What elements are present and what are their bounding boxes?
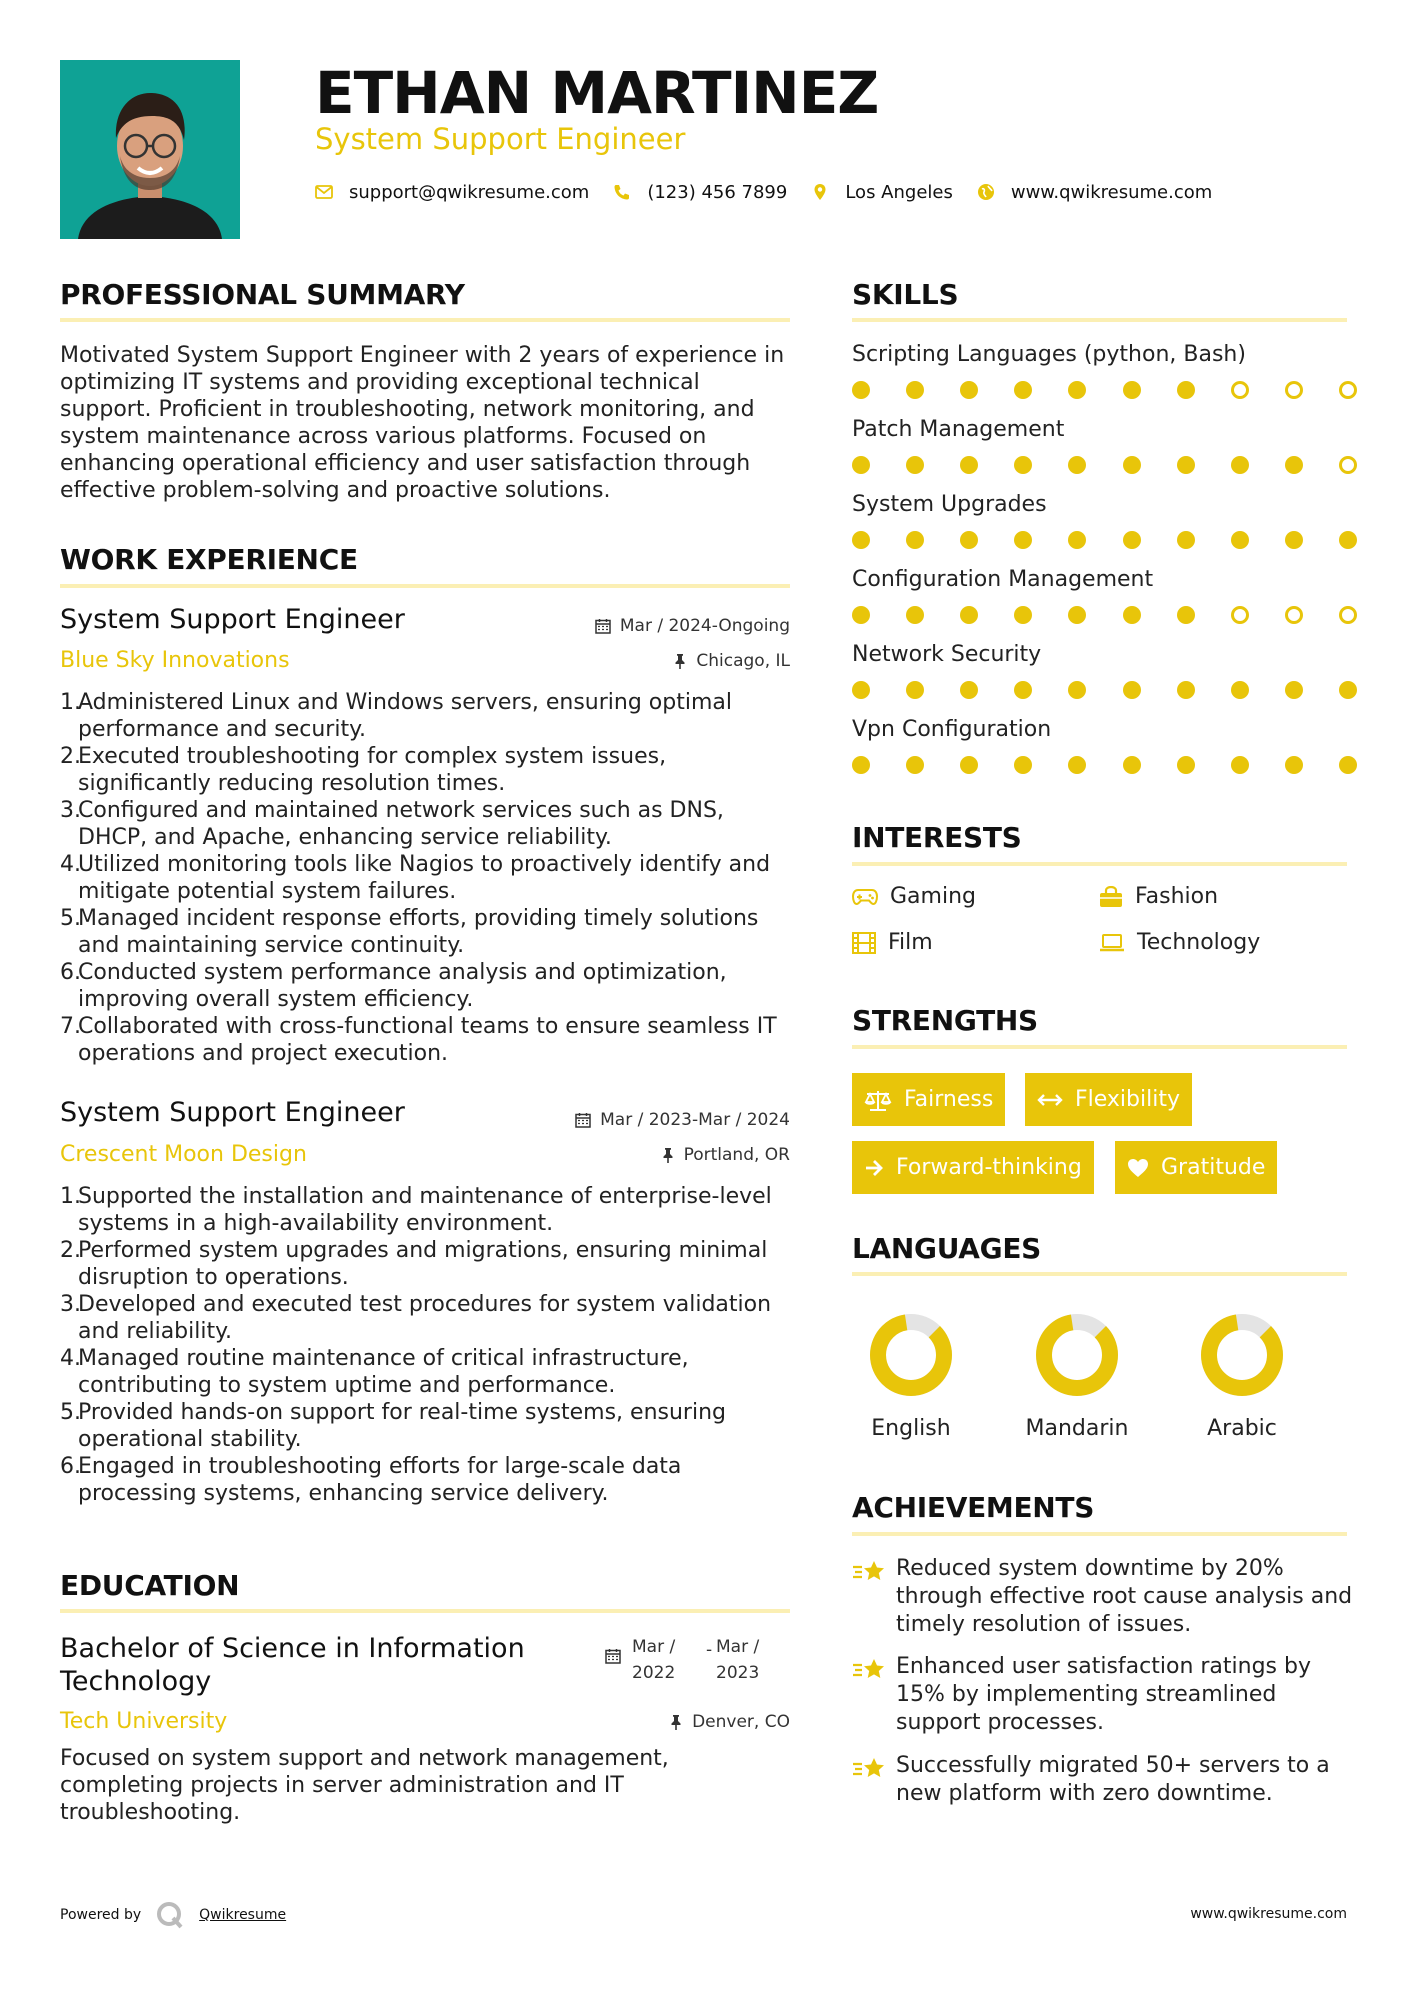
rating-dot-filled <box>1231 456 1249 474</box>
strength-chip-gratitude <box>1115 1141 1277 1194</box>
rating-dot-filled <box>1285 756 1303 774</box>
skill-5-name: Network Security <box>852 642 1042 667</box>
skill-4-rating <box>852 606 1357 626</box>
language-2-name: Mandarin <box>1025 1416 1129 1441</box>
rating-dot-filled <box>1177 381 1195 399</box>
contact-email[interactable] <box>315 182 589 203</box>
rating-dot-filled <box>1285 456 1303 474</box>
rating-dot-filled <box>1123 606 1141 624</box>
rating-dot-empty <box>1339 456 1357 474</box>
rating-dot-filled <box>1285 531 1303 549</box>
skill-2-name: Patch Management <box>852 417 1065 442</box>
calendar-icon <box>605 1648 621 1664</box>
rating-dot-filled <box>960 456 978 474</box>
achievement-text: Successfully migrated 50+ servers to a new platform with zero downtime. <box>896 1753 1330 1806</box>
language-1-ring <box>868 1312 954 1398</box>
list-item: 3. Configured and maintained network services such as DNS, DHCP, and Apache, enhancing service reliability. <box>60 798 724 850</box>
rating-dot-filled <box>1339 756 1357 774</box>
skill-6-rating <box>852 756 1357 776</box>
website-text: www.qwikresume.com <box>1010 181 1213 203</box>
rating-dot-filled <box>906 681 924 699</box>
strength-chip-flexibility <box>1025 1073 1192 1126</box>
rating-dot-filled <box>1123 756 1141 774</box>
job-1-location <box>673 651 790 671</box>
skill-5-rating <box>852 681 1357 701</box>
calendar-icon <box>575 1112 591 1128</box>
rating-dot-filled <box>960 756 978 774</box>
strengths-divider <box>852 1045 1347 1049</box>
strength-chip-fairness <box>852 1073 1005 1126</box>
rating-dot-filled <box>1014 531 1032 549</box>
interests-divider <box>852 862 1347 866</box>
film-icon <box>852 932 876 954</box>
education-heading: EDUCATION <box>60 1569 240 1602</box>
achievement-item-3 <box>852 1752 1357 1808</box>
achievement-item-1 <box>852 1555 1357 1639</box>
interest-gaming-label: Gaming <box>890 884 976 909</box>
strength-label: Forward-thinking <box>896 1155 1082 1180</box>
rating-dot-filled <box>906 456 924 474</box>
rating-dot-filled <box>1339 531 1357 549</box>
arrow-right-icon <box>864 1159 884 1177</box>
contact-phone[interactable] <box>613 182 787 203</box>
education-divider <box>60 1609 790 1613</box>
rating-dot-empty <box>1285 381 1303 399</box>
pushpin-icon <box>661 1147 675 1163</box>
list-item: 1. Administered Linux and Windows servers, ensuring optimal performance and security. <box>60 690 732 742</box>
rating-dot-filled <box>1123 381 1141 399</box>
achievements-divider <box>852 1532 1347 1536</box>
interest-film <box>852 930 933 955</box>
qwikresume-logo-icon <box>155 1900 185 1930</box>
education-description: Focused on system support and network management, completing projects in server administration and IT troubleshooting. <box>60 1746 669 1825</box>
interest-fashion-label: Fashion <box>1135 884 1219 909</box>
pushpin-icon <box>669 1714 683 1730</box>
rating-dot-filled <box>1068 681 1086 699</box>
list-item: 4. Utilized monitoring tools like Nagios to proactively identify and mitigate potential system failures. <box>60 852 771 904</box>
language-3-ring <box>1199 1312 1285 1398</box>
rating-dot-filled <box>1014 456 1032 474</box>
rating-dot-empty <box>1231 606 1249 624</box>
rating-dot-filled <box>852 456 870 474</box>
laptop-icon <box>1099 933 1125 953</box>
pushpin-icon <box>673 653 687 669</box>
rating-dot-filled <box>1123 456 1141 474</box>
rating-dot-filled <box>960 681 978 699</box>
job-1-dates <box>595 616 790 636</box>
summary-text: Motivated System Support Engineer with 2 years of experience in optimizing IT systems and providing exceptional technical support. Proficient in troubleshooting, network monitoring, and system maintenance across various platforms. Focused on enhancing operational efficiency and user satisfaction through effective problem-solving and proactive solutions. <box>60 343 785 503</box>
shooting-star-icon <box>852 1657 886 1683</box>
interest-gaming <box>852 884 976 909</box>
list-item: 2. Executed troubleshooting for complex system issues, significantly reducing resolution times. <box>60 744 667 796</box>
language-2-ring <box>1034 1312 1120 1398</box>
bag-icon <box>1099 886 1123 908</box>
contact-bar <box>315 177 1236 207</box>
school-name: Tech University <box>60 1709 228 1734</box>
strength-label: Gratitude <box>1161 1155 1266 1180</box>
profile-photo <box>60 60 240 239</box>
interest-technology-label: Technology <box>1137 930 1261 955</box>
list-item: 7. Collaborated with cross-functional teams to ensure seamless IT operations and project execution. <box>60 1014 777 1066</box>
rating-dot-empty <box>1231 381 1249 399</box>
rating-dot-filled <box>1068 456 1086 474</box>
rating-dot-filled <box>852 606 870 624</box>
skill-2-rating <box>852 456 1357 476</box>
skill-4-name: Configuration Management <box>852 567 1154 592</box>
education-date-separator: - <box>706 1640 713 1660</box>
achievement-text: Reduced system downtime by 20% through effective root cause analysis and timely resolution of issues. <box>896 1556 1353 1637</box>
rating-dot-filled <box>1177 756 1195 774</box>
education-location <box>669 1712 790 1732</box>
achievements-heading: ACHIEVEMENTS <box>852 1491 1095 1524</box>
experience-heading: WORK EXPERIENCE <box>60 543 358 576</box>
rating-dot-filled <box>1068 531 1086 549</box>
strength-label: Fairness <box>904 1087 994 1112</box>
education-calendar-icon <box>605 1648 621 1668</box>
rating-dot-filled <box>1231 756 1249 774</box>
languages-heading: LANGUAGES <box>852 1232 1042 1265</box>
skill-1-rating <box>852 381 1357 401</box>
list-item: 5. Managed incident response efforts, providing timely solutions and maintaining service continuity. <box>60 906 759 958</box>
rating-dot-filled <box>906 606 924 624</box>
gamepad-icon <box>852 889 878 905</box>
rating-dot-empty <box>1285 606 1303 624</box>
rating-dot-filled <box>960 606 978 624</box>
job-2-location <box>661 1145 790 1165</box>
strength-label: Flexibility <box>1075 1087 1180 1112</box>
phone-icon <box>613 183 631 201</box>
education-location-text: Denver, CO <box>692 1712 790 1732</box>
footer-powered-by <box>60 1900 286 1930</box>
email-text: support@qwikresume.com <box>349 181 590 203</box>
rating-dot-filled <box>852 381 870 399</box>
job-1-company: Blue Sky Innovations <box>60 648 290 673</box>
arrows-horizontal-icon <box>1037 1093 1063 1107</box>
rating-dot-filled <box>1177 681 1195 699</box>
rating-dot-filled <box>852 756 870 774</box>
degree-title: Bachelor of Science in Information Technology <box>60 1633 525 1697</box>
envelope-icon <box>315 183 333 201</box>
candidate-title: System Support Engineer <box>315 122 686 156</box>
rating-dot-filled <box>1177 456 1195 474</box>
shooting-star-icon <box>852 1559 886 1585</box>
experience-divider <box>60 584 790 588</box>
list-item: 6. Engaged in troubleshooting efforts for large-scale data processing systems, enhancing service delivery. <box>60 1454 682 1506</box>
footer-brand-link[interactable]: Qwikresume <box>199 1907 287 1923</box>
list-item: 2. Performed system upgrades and migrations, ensuring minimal disruption to operations. <box>60 1238 768 1290</box>
rating-dot-filled <box>960 381 978 399</box>
summary-divider <box>60 318 790 322</box>
rating-dot-filled <box>1123 531 1141 549</box>
list-item: 3. Developed and executed test procedures for system validation and reliability. <box>60 1292 772 1344</box>
rating-dot-filled <box>906 381 924 399</box>
education-date-end: Mar / 2023 <box>716 1637 760 1683</box>
strength-chip-forward-thinking <box>852 1141 1094 1194</box>
location-text: Los Angeles <box>845 181 953 203</box>
map-marker-icon <box>811 183 829 201</box>
powered-by-text: Powered by <box>60 1907 142 1923</box>
rating-dot-filled <box>1177 531 1195 549</box>
rating-dot-filled <box>1014 756 1032 774</box>
education-date-start: Mar / 2022 <box>632 1637 676 1683</box>
contact-website[interactable] <box>977 182 1212 203</box>
list-item: 6. Conducted system performance analysis and optimization, improving overall system efficiency. <box>60 960 727 1012</box>
rating-dot-filled <box>1068 756 1086 774</box>
skill-3-rating <box>852 531 1357 551</box>
skills-divider <box>852 318 1347 322</box>
rating-dot-filled <box>1231 681 1249 699</box>
calendar-icon <box>595 618 611 634</box>
rating-dot-empty <box>1339 606 1357 624</box>
job-1-bullets <box>60 689 790 1067</box>
strengths-heading: STRENGTHS <box>852 1004 1038 1037</box>
achievement-item-2 <box>852 1653 1357 1737</box>
candidate-name: ETHAN MARTINEZ <box>315 59 879 127</box>
rating-dot-filled <box>1014 681 1032 699</box>
job-2-dates-text: Mar / 2023-Mar / 2024 <box>600 1110 790 1130</box>
achievement-text: Enhanced user satisfaction ratings by 15% by implementing streamlined support processes. <box>896 1654 1311 1735</box>
footer-url[interactable]: www.qwikresume.com <box>1190 1906 1347 1922</box>
contact-location <box>811 182 953 203</box>
rating-dot-filled <box>852 531 870 549</box>
job-2-location-text: Portland, OR <box>683 1145 790 1165</box>
skill-3-name: System Upgrades <box>852 492 1047 517</box>
rating-dot-filled <box>1068 606 1086 624</box>
rating-dot-filled <box>1123 681 1141 699</box>
balance-scale-icon <box>864 1089 892 1111</box>
job-1-dates-text: Mar / 2024-Ongoing <box>619 616 790 636</box>
languages-divider <box>852 1272 1347 1276</box>
skills-heading: SKILLS <box>852 278 959 311</box>
rating-dot-filled <box>960 531 978 549</box>
rating-dot-filled <box>1014 606 1032 624</box>
job-1-location-text: Chicago, IL <box>696 651 790 671</box>
language-1-name: English <box>871 1416 951 1441</box>
interests-heading: INTERESTS <box>852 821 1022 854</box>
job-2-title: System Support Engineer <box>60 1097 405 1128</box>
job-2-dates <box>575 1110 790 1130</box>
job-2-bullets <box>60 1183 790 1507</box>
rating-dot-filled <box>1231 531 1249 549</box>
rating-dot-filled <box>1285 681 1303 699</box>
list-item: 1. Supported the installation and maintenance of enterprise-level systems in a high-availability environment. <box>60 1184 772 1236</box>
skill-6-name: Vpn Configuration <box>852 717 1052 742</box>
rating-dot-empty <box>1339 381 1357 399</box>
job-2-company: Crescent Moon Design <box>60 1142 307 1167</box>
language-3-name: Arabic <box>1207 1416 1277 1441</box>
rating-dot-filled <box>906 756 924 774</box>
rating-dot-filled <box>1177 606 1195 624</box>
rating-dot-filled <box>1339 681 1357 699</box>
rating-dot-filled <box>906 531 924 549</box>
phone-text: (123) 456 7899 <box>647 181 788 203</box>
skill-1-name: Scripting Languages (python, Bash) <box>852 342 1246 367</box>
job-1-title: System Support Engineer <box>60 604 405 635</box>
interest-film-label: Film <box>888 930 933 955</box>
shooting-star-icon <box>852 1756 886 1782</box>
interest-fashion <box>1099 884 1218 909</box>
rating-dot-filled <box>852 681 870 699</box>
heart-icon <box>1127 1158 1149 1178</box>
globe-icon <box>977 183 995 201</box>
rating-dot-filled <box>1014 381 1032 399</box>
summary-heading: PROFESSIONAL SUMMARY <box>60 278 465 311</box>
list-item: 4. Managed routine maintenance of critical infrastructure, contributing to system uptime and performance. <box>60 1346 689 1398</box>
list-item: 5. Provided hands-on support for real-time systems, ensuring operational stability. <box>60 1400 726 1452</box>
interest-technology <box>1099 930 1260 955</box>
rating-dot-filled <box>1068 381 1086 399</box>
